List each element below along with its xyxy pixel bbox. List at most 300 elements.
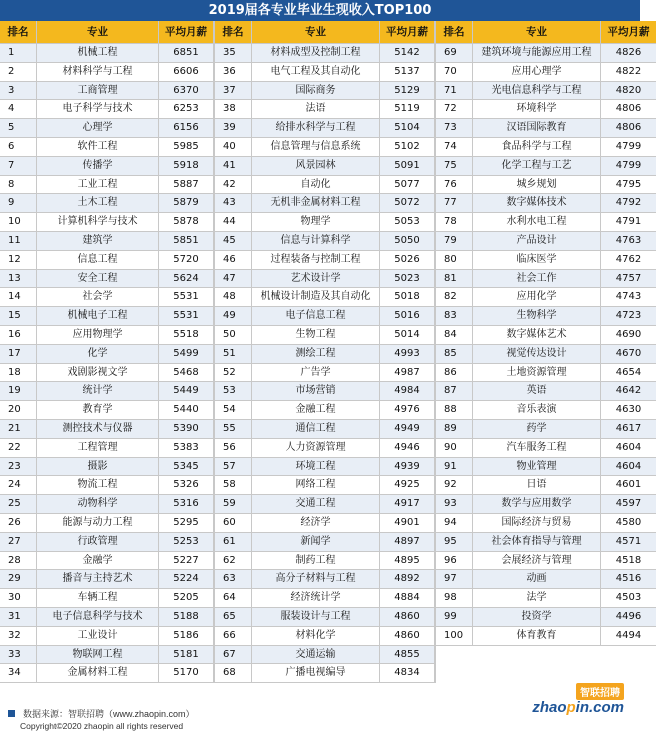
salary-cell: 5224 — [159, 570, 214, 588]
major-cell: 动物科学 — [37, 495, 159, 513]
major-cell: 工业工程 — [37, 176, 159, 194]
table-row — [215, 589, 435, 608]
salary-cell: 5188 — [159, 608, 214, 626]
table-row — [0, 627, 214, 646]
major-cell: 生物科学 — [473, 307, 601, 325]
table-row — [436, 100, 656, 119]
table-row — [215, 307, 435, 326]
salary-cell: 4925 — [380, 476, 435, 494]
table-row — [215, 608, 435, 627]
salary-cell: 5316 — [159, 495, 214, 513]
major-cell: 环境科学 — [473, 100, 601, 118]
major-cell: 金融学 — [37, 552, 159, 570]
header-salary: 平均月薪 — [607, 26, 650, 38]
table-row — [436, 63, 656, 82]
salary-cell: 4806 — [615, 122, 642, 134]
table-row — [215, 157, 435, 176]
major-cell: 电子科学与技术 — [37, 100, 159, 118]
table-row — [215, 232, 435, 251]
major-cell: 英语 — [473, 382, 601, 400]
rank-cell: 51 — [215, 345, 252, 363]
salary-cell: 5102 — [380, 138, 435, 156]
table-row — [215, 627, 435, 646]
salary-cell: 5720 — [159, 251, 214, 269]
rank-cell: 61 — [215, 533, 252, 551]
rank-cell: 82 — [436, 288, 473, 306]
rank-cell: 36 — [215, 63, 252, 81]
table-row — [436, 82, 656, 101]
major-cell: 统计学 — [37, 382, 159, 400]
table-row — [0, 100, 214, 119]
rank-cell: 56 — [215, 439, 252, 457]
rank-cell: 93 — [436, 495, 473, 513]
salary-cell: 4799 — [615, 159, 642, 171]
header-major: 专业 — [252, 21, 380, 43]
major-cell: 数学与应用数学 — [473, 495, 601, 513]
major-cell: 应用化学 — [473, 288, 601, 306]
salary-cell: 5129 — [380, 82, 435, 100]
major-cell: 化学工程与工艺 — [473, 157, 601, 175]
table-row — [436, 119, 656, 138]
rank-cell: 62 — [215, 552, 252, 570]
salary-cell: 4642 — [615, 385, 642, 397]
salary-cell: 4976 — [380, 401, 435, 419]
rank-cell: 24 — [0, 476, 37, 494]
salary-cell: 4895 — [380, 552, 435, 570]
rank-cell: 81 — [436, 270, 473, 288]
table-row — [215, 270, 435, 289]
major-cell: 临床医学 — [473, 251, 601, 269]
table-row — [215, 176, 435, 195]
major-cell: 市场营销 — [252, 382, 380, 400]
rank-cell: 2 — [0, 63, 37, 81]
header-salary: 平均月薪 — [159, 21, 214, 43]
salary-cell: 5018 — [380, 288, 435, 306]
major-cell: 机械电子工程 — [37, 307, 159, 325]
rank-cell: 53 — [215, 382, 252, 400]
salary-cell: 4822 — [615, 65, 642, 77]
table-row — [436, 270, 656, 289]
table-row — [436, 157, 656, 176]
major-cell: 药学 — [473, 420, 601, 438]
salary-cell: 5851 — [159, 232, 214, 250]
table-row — [0, 345, 214, 364]
major-cell: 数字媒体艺术 — [473, 326, 601, 344]
major-cell: 交通运输 — [252, 646, 380, 664]
rank-cell: 13 — [0, 270, 37, 288]
table-row — [215, 382, 435, 401]
table-row — [215, 646, 435, 665]
rank-cell: 11 — [0, 232, 37, 250]
major-cell: 通信工程 — [252, 420, 380, 438]
salary-cell: 5205 — [159, 589, 214, 607]
rank-cell: 4 — [0, 100, 37, 118]
major-cell: 过程装备与控制工程 — [252, 251, 380, 269]
salary-cell: 4897 — [380, 533, 435, 551]
salary-cell: 5624 — [159, 270, 214, 288]
logo-cn-text: 智联招聘 — [576, 683, 624, 700]
table-row — [436, 495, 656, 514]
page-title: 2019届各专业毕业生现收入TOP100 — [0, 0, 640, 21]
salary-cell: 5878 — [159, 213, 214, 231]
major-cell: 新闻学 — [252, 533, 380, 551]
major-cell: 环境工程 — [252, 458, 380, 476]
major-cell: 电子信息工程 — [252, 307, 380, 325]
salary-cell: 4496 — [615, 610, 642, 622]
table-row — [436, 307, 656, 326]
salary-cell: 6370 — [159, 82, 214, 100]
table-row — [436, 232, 656, 251]
rank-cell: 5 — [0, 119, 37, 137]
salary-cell: 5440 — [159, 401, 214, 419]
salary-cell: 5014 — [380, 326, 435, 344]
major-cell: 工业设计 — [37, 627, 159, 645]
table-row — [215, 495, 435, 514]
salary-cell: 4946 — [380, 439, 435, 457]
major-cell: 经济学 — [252, 514, 380, 532]
rank-cell: 87 — [436, 382, 473, 400]
rank-cell: 100 — [436, 627, 473, 645]
salary-cell: 4597 — [615, 498, 642, 510]
table-row — [436, 138, 656, 157]
major-cell: 食品科学与工程 — [473, 138, 601, 156]
rank-cell: 6 — [0, 138, 37, 156]
salary-cell: 5137 — [380, 63, 435, 81]
table-row — [0, 288, 214, 307]
major-cell: 测绘工程 — [252, 345, 380, 363]
rank-cell: 73 — [436, 119, 473, 137]
table-row — [0, 213, 214, 232]
major-cell: 物流工程 — [37, 476, 159, 494]
major-cell: 高分子材料与工程 — [252, 570, 380, 588]
table-row — [436, 514, 656, 533]
rank-cell: 52 — [215, 364, 252, 382]
salary-table — [0, 21, 650, 683]
table-row — [0, 251, 214, 270]
salary-cell: 4654 — [615, 366, 642, 378]
major-cell: 光电信息科学与工程 — [473, 82, 601, 100]
table-row — [436, 251, 656, 270]
major-cell: 物业管理 — [473, 458, 601, 476]
salary-cell: 4860 — [380, 608, 435, 626]
salary-cell: 5468 — [159, 364, 214, 382]
table-row — [436, 570, 656, 589]
rank-cell: 94 — [436, 514, 473, 532]
rank-cell: 32 — [0, 627, 37, 645]
major-cell: 无机非金属材料工程 — [252, 194, 380, 212]
salary-cell: 4984 — [380, 382, 435, 400]
salary-cell: 4987 — [380, 364, 435, 382]
table-row — [215, 552, 435, 571]
rank-cell: 85 — [436, 345, 473, 363]
major-cell: 风景园林 — [252, 157, 380, 175]
table-row — [0, 326, 214, 345]
rank-cell: 63 — [215, 570, 252, 588]
major-cell: 制药工程 — [252, 552, 380, 570]
major-cell: 工程管理 — [37, 439, 159, 457]
major-cell: 材料化学 — [252, 627, 380, 645]
major-cell: 国际商务 — [252, 82, 380, 100]
major-cell: 摄影 — [37, 458, 159, 476]
salary-cell: 5326 — [159, 476, 214, 494]
salary-cell: 4763 — [615, 234, 642, 246]
table-row — [0, 401, 214, 420]
table-row — [215, 251, 435, 270]
table-row — [436, 401, 656, 420]
table-row — [0, 420, 214, 439]
salary-cell: 5181 — [159, 646, 214, 664]
salary-cell: 4604 — [615, 460, 642, 472]
table-row — [215, 345, 435, 364]
table-row — [0, 476, 214, 495]
table-row — [436, 176, 656, 195]
major-cell: 机械设计制造及其自动化 — [252, 288, 380, 306]
table-header-row — [215, 21, 435, 44]
table-row — [215, 533, 435, 552]
rank-cell: 41 — [215, 157, 252, 175]
salary-cell: 4917 — [380, 495, 435, 513]
zhaopin-logo — [532, 683, 624, 731]
table-row — [436, 345, 656, 364]
table-row — [0, 439, 214, 458]
table-row — [436, 288, 656, 307]
major-cell: 网络工程 — [252, 476, 380, 494]
salary-cell: 5186 — [159, 627, 214, 645]
table-row — [0, 232, 214, 251]
salary-cell: 5985 — [159, 138, 214, 156]
rank-cell: 67 — [215, 646, 252, 664]
table-row — [436, 533, 656, 552]
salary-cell: 4503 — [615, 592, 642, 604]
major-cell: 传播学 — [37, 157, 159, 175]
major-cell: 投资学 — [473, 608, 601, 626]
rank-cell: 29 — [0, 570, 37, 588]
rank-cell: 86 — [436, 364, 473, 382]
table-row — [215, 213, 435, 232]
major-cell: 建筑环境与能源应用工程 — [473, 44, 601, 62]
salary-cell: 4580 — [615, 516, 642, 528]
rank-cell: 44 — [215, 213, 252, 231]
salary-cell: 4799 — [615, 140, 642, 152]
salary-cell: 4601 — [615, 479, 642, 491]
rank-cell: 65 — [215, 608, 252, 626]
major-cell: 建筑学 — [37, 232, 159, 250]
salary-cell: 5295 — [159, 514, 214, 532]
major-cell: 物联网工程 — [37, 646, 159, 664]
rank-cell: 99 — [436, 608, 473, 626]
rank-cell: 16 — [0, 326, 37, 344]
salary-cell: 4855 — [380, 646, 435, 664]
major-cell: 安全工程 — [37, 270, 159, 288]
table-row — [215, 119, 435, 138]
rank-cell: 66 — [215, 627, 252, 645]
rank-cell: 69 — [436, 44, 473, 62]
major-cell: 土木工程 — [37, 194, 159, 212]
table-row — [0, 646, 214, 665]
rank-cell: 30 — [0, 589, 37, 607]
rank-cell: 96 — [436, 552, 473, 570]
table-row — [215, 63, 435, 82]
table-row — [436, 213, 656, 232]
salary-cell: 4949 — [380, 420, 435, 438]
major-cell: 测控技术与仪器 — [37, 420, 159, 438]
major-cell: 信息工程 — [37, 251, 159, 269]
table-row — [215, 194, 435, 213]
salary-cell: 5531 — [159, 288, 214, 306]
major-cell: 国际经济与贸易 — [473, 514, 601, 532]
table-row — [436, 589, 656, 608]
data-source — [8, 707, 195, 720]
copyright-text: Copyright©2020 zhaopin all rights reserved — [20, 721, 184, 731]
major-cell: 自动化 — [252, 176, 380, 194]
header-major: 专业 — [37, 21, 159, 43]
rank-cell: 47 — [215, 270, 252, 288]
rank-cell: 95 — [436, 533, 473, 551]
major-cell: 信息管理与信息系统 — [252, 138, 380, 156]
table-row — [0, 458, 214, 477]
table-row — [215, 458, 435, 477]
salary-cell: 5887 — [159, 176, 214, 194]
table-row — [0, 119, 214, 138]
major-cell: 戏剧影视文学 — [37, 364, 159, 382]
salary-cell: 4743 — [615, 291, 642, 303]
rank-cell: 34 — [0, 664, 37, 682]
rank-cell: 83 — [436, 307, 473, 325]
major-cell: 法语 — [252, 100, 380, 118]
rank-cell: 40 — [215, 138, 252, 156]
table-row — [0, 270, 214, 289]
major-cell: 城乡规划 — [473, 176, 601, 194]
salary-cell: 4670 — [615, 347, 642, 359]
salary-cell: 4792 — [615, 197, 642, 209]
major-cell: 行政管理 — [37, 533, 159, 551]
salary-cell: 4860 — [380, 627, 435, 645]
header-major: 专业 — [473, 21, 601, 43]
empty-row — [436, 646, 656, 665]
salary-cell: 4884 — [380, 589, 435, 607]
major-cell: 广告学 — [252, 364, 380, 382]
major-cell: 土地资源管理 — [473, 364, 601, 382]
rank-cell: 19 — [0, 382, 37, 400]
table-header-row — [436, 21, 656, 44]
major-cell: 生物工程 — [252, 326, 380, 344]
major-cell: 车辆工程 — [37, 589, 159, 607]
table-row — [0, 138, 214, 157]
rank-cell: 60 — [215, 514, 252, 532]
rank-cell: 33 — [0, 646, 37, 664]
table-row — [0, 664, 214, 683]
major-cell: 日语 — [473, 476, 601, 494]
rank-cell: 39 — [215, 119, 252, 137]
major-cell: 计算机科学与技术 — [37, 213, 159, 231]
rank-cell: 45 — [215, 232, 252, 250]
rank-cell: 38 — [215, 100, 252, 118]
major-cell: 材料科学与工程 — [37, 63, 159, 81]
major-cell: 工商管理 — [37, 82, 159, 100]
major-cell: 物理学 — [252, 213, 380, 231]
rank-cell: 79 — [436, 232, 473, 250]
major-cell: 法学 — [473, 589, 601, 607]
table-row — [215, 476, 435, 495]
table-row — [0, 533, 214, 552]
rank-cell: 76 — [436, 176, 473, 194]
rank-cell: 75 — [436, 157, 473, 175]
major-cell: 金融工程 — [252, 401, 380, 419]
salary-cell: 6156 — [159, 119, 214, 137]
salary-cell: 4901 — [380, 514, 435, 532]
rank-cell: 31 — [0, 608, 37, 626]
table-row — [436, 458, 656, 477]
table-row — [215, 44, 435, 63]
salary-cell: 5531 — [159, 307, 214, 325]
salary-cell: 5050 — [380, 232, 435, 250]
table-row — [215, 664, 435, 683]
rank-cell: 37 — [215, 82, 252, 100]
salary-cell: 4762 — [615, 253, 642, 265]
table-row — [215, 439, 435, 458]
major-cell: 电气工程及其自动化 — [252, 63, 380, 81]
salary-cell: 5142 — [380, 44, 435, 62]
salary-cell: 5918 — [159, 157, 214, 175]
rank-cell: 78 — [436, 213, 473, 231]
rank-cell: 27 — [0, 533, 37, 551]
salary-cell: 4826 — [615, 47, 642, 58]
major-cell: 应用物理学 — [37, 326, 159, 344]
salary-cell: 5026 — [380, 251, 435, 269]
major-cell: 艺术设计学 — [252, 270, 380, 288]
salary-cell: 4723 — [615, 310, 642, 322]
rank-cell: 26 — [0, 514, 37, 532]
salary-cell: 4791 — [615, 216, 642, 228]
major-cell: 能源与动力工程 — [37, 514, 159, 532]
table-row — [215, 138, 435, 157]
table-row — [215, 514, 435, 533]
salary-cell: 5016 — [380, 307, 435, 325]
major-cell: 人力资源管理 — [252, 439, 380, 457]
table-row — [0, 307, 214, 326]
salary-cell: 4604 — [615, 441, 642, 453]
rank-cell: 88 — [436, 401, 473, 419]
rank-cell: 48 — [215, 288, 252, 306]
major-cell: 给排水科学与工程 — [252, 119, 380, 137]
table-row — [215, 100, 435, 119]
header-rank: 排名 — [436, 21, 473, 43]
rank-cell: 80 — [436, 251, 473, 269]
rank-cell: 58 — [215, 476, 252, 494]
rank-cell: 7 — [0, 157, 37, 175]
major-cell: 机械工程 — [37, 44, 159, 62]
salary-cell: 4757 — [615, 272, 642, 284]
rank-cell: 21 — [0, 420, 37, 438]
table-row — [436, 44, 656, 63]
salary-cell: 4690 — [615, 328, 642, 340]
table-row — [0, 44, 214, 63]
table-row — [436, 420, 656, 439]
rank-cell: 57 — [215, 458, 252, 476]
table-row — [436, 476, 656, 495]
rank-cell: 14 — [0, 288, 37, 306]
major-cell: 数字媒体技术 — [473, 194, 601, 212]
logo-en-text: zhaopin.com — [532, 699, 624, 716]
salary-cell: 4806 — [615, 103, 642, 115]
major-cell: 教育学 — [37, 401, 159, 419]
salary-cell: 4571 — [615, 535, 642, 547]
table-row — [0, 176, 214, 195]
salary-cell: 5119 — [380, 100, 435, 118]
salary-cell: 5170 — [159, 664, 214, 682]
major-cell: 水利水电工程 — [473, 213, 601, 231]
salary-cell: 4939 — [380, 458, 435, 476]
